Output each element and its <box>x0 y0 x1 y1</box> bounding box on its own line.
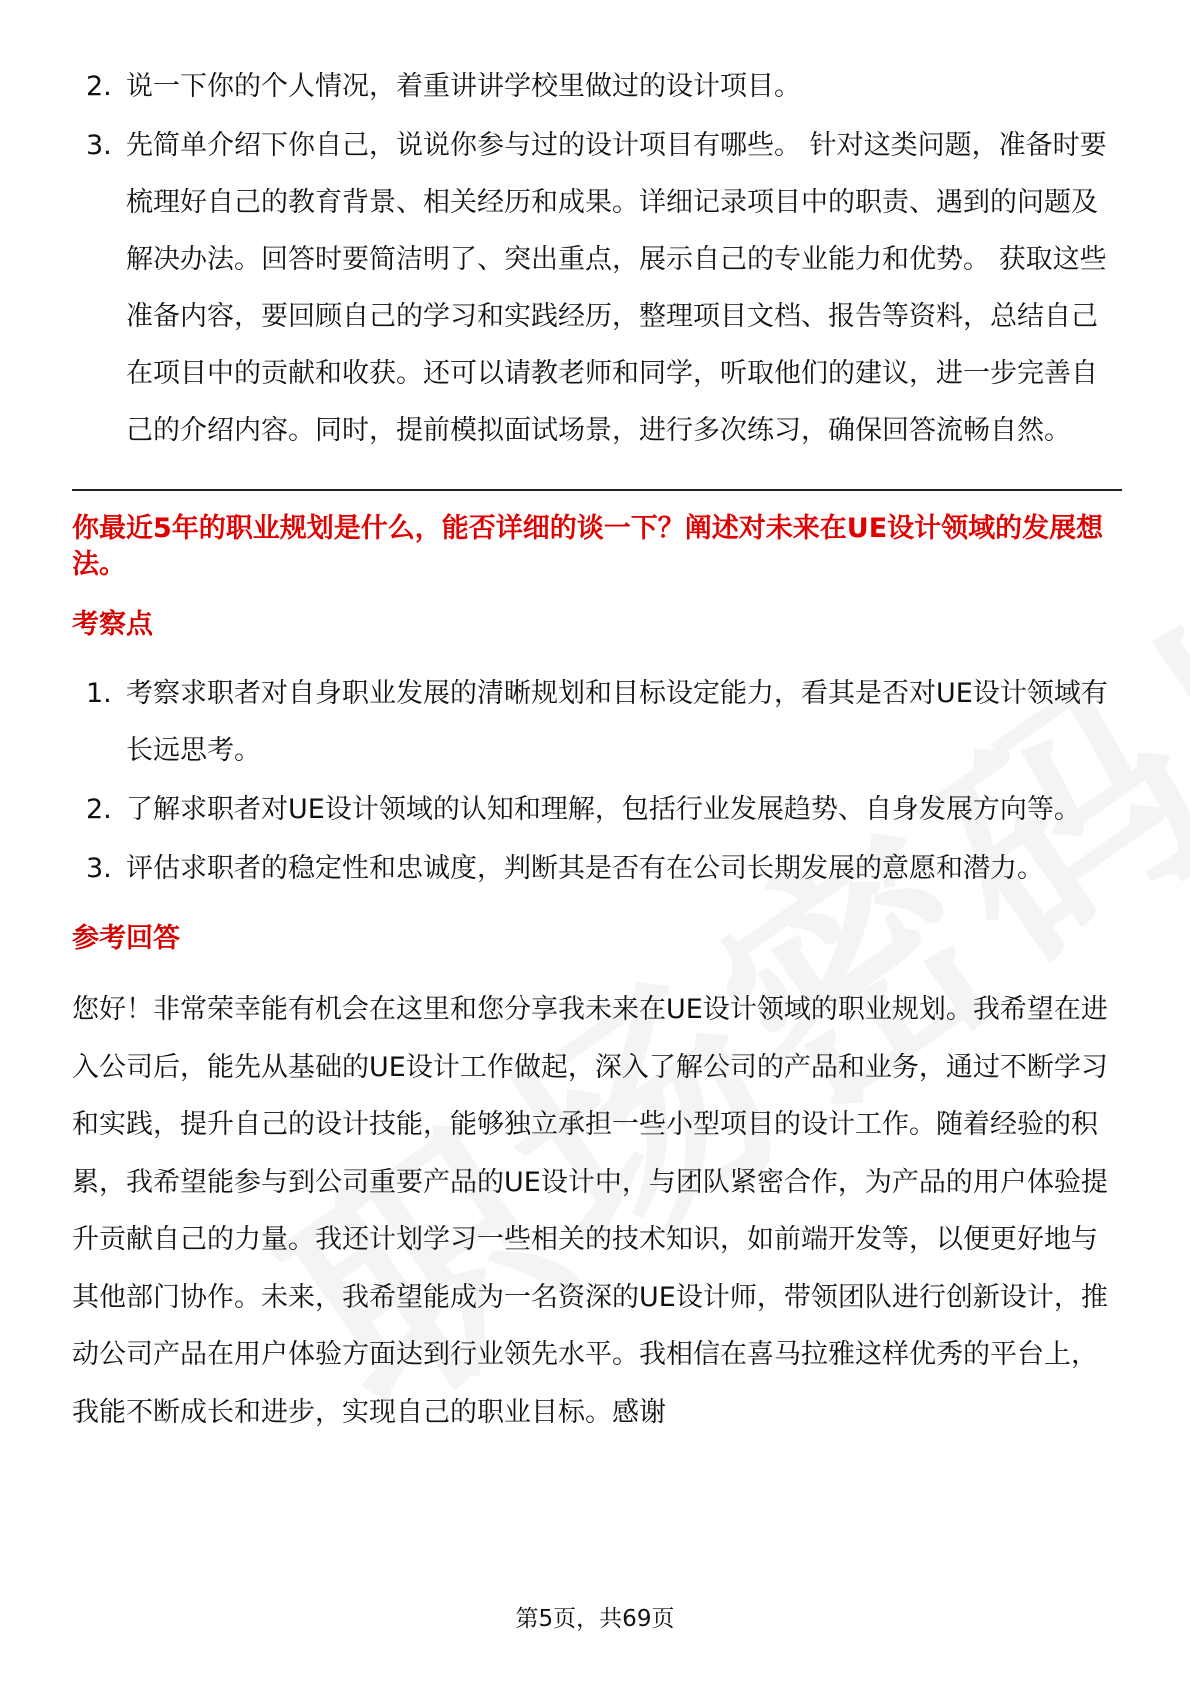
list-item-number: 2. <box>86 71 112 102</box>
question-heading: 你最近5年的职业规划是什么，能否详细的谈一下？阐述对未来在UE设计领域的发展想法。 <box>72 513 1104 580</box>
list-item-text: 说一下你的个人情况，着重讲讲学校里做过的设计项目。 <box>126 71 801 102</box>
list-item-number: 3. <box>86 853 112 884</box>
list-item <box>72 840 1122 897</box>
list-item <box>72 665 1122 779</box>
list-item-number: 1. <box>86 678 112 709</box>
list-item <box>72 781 1122 838</box>
list-item <box>72 58 1122 115</box>
focus-points-list <box>72 665 1122 897</box>
focus-points-label: 考察点 <box>72 609 153 640</box>
list-item-text: 考察求职者对自身职业发展的清晰规划和目标设定能力，看其是否对UE设计领域有长远思考。 <box>126 678 1108 766</box>
list-item <box>72 117 1122 459</box>
list-item-number: 3. <box>86 130 112 161</box>
reference-answer-text: 您好！非常荣幸能有机会在这里和您分享我未来在UE设计领域的职业规划。我希望在进入公司后，能先从基础的UE设计工作做起，深入了解公司的产品和业务，通过不断学习和实践，提升自己的设计技能，能够独立承担一些小型项目的设计工作。随着经验的积累，我希望能参与到公司重要产品的UE设计中，与团队紧密合作，为产品的用户体验提升贡献自己的力量。我还计划学习一些相关的技术知识，如前端开发等，以便更好地与其他部门协作。未来，我希望能成为一名资深的UE设计师，带领团队进行创新设计，推动公司产品在用户体验方面达到行业领先水平。我相信在喜马拉雅这样优秀的平台上，我能不断成长和进步，实现自己的职业目标。感谢 <box>72 994 1108 1428</box>
page-footer: 第5页，共69页 <box>515 1606 675 1632</box>
list-item-text: 先简单介绍下你自己，说说你参与过的设计项目有哪些。 针对这类问题，准备时要梳理好自己的教育背景、相关经历和成果。详细记录项目中的职责、遇到的问题及解决办法。回答时要简洁明了、突出重点，展示自己的专业能力和优势。 获取这些准备内容，要回顾自己的学习和实践经历，整理项目文档、报告等资料，总结自己在项目中的贡献和收获。还可以请教老师和同学，听取他们的建议，进一步完善自己的介绍内容。同时，提前模拟面试场景，进行多次练习，确保回答流畅自然。 <box>126 130 1107 446</box>
previous-question-list <box>72 58 1122 459</box>
page-content <box>72 58 1122 1441</box>
list-item-number: 2. <box>86 794 112 825</box>
list-item-text: 了解求职者对UE设计领域的认知和理解，包括行业发展趋势、自身发展方向等。 <box>126 794 1081 825</box>
section-divider <box>72 489 1122 491</box>
reference-answer-label: 参考回答 <box>72 923 180 954</box>
list-item-text: 评估求职者的稳定性和忠诚度，判断其是否有在公司长期发展的意愿和潜力。 <box>126 853 1044 884</box>
